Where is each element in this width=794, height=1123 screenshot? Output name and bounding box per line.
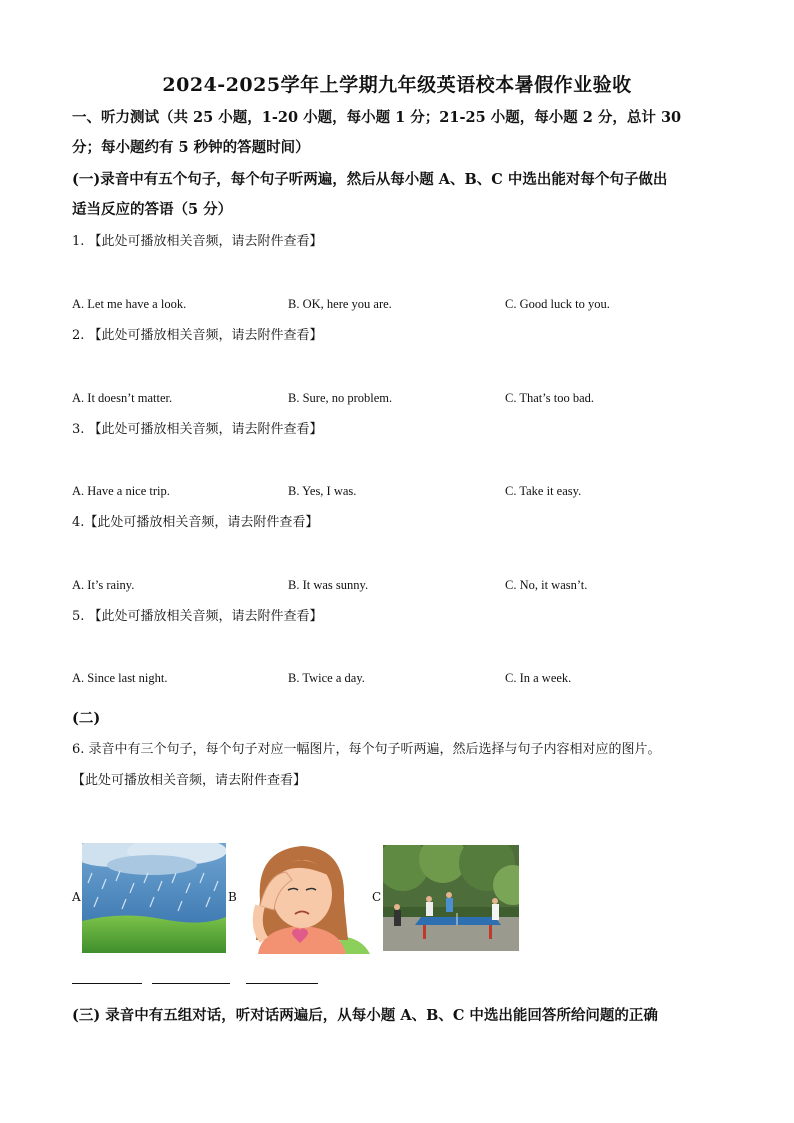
- question-3-option-c: C. Take it easy.: [505, 484, 582, 498]
- question-4-label: 4.【此处可播放相关音频，请去附件查看】: [72, 515, 319, 530]
- question-3-option-b: B. Yes, I was.: [288, 484, 357, 498]
- question-4-option-a: A. It’s rainy.: [72, 578, 135, 592]
- question-5-option-b: B. Twice a day.: [288, 671, 365, 685]
- question-3-label: 3. 【此处可播放相关音频，请去附件查看】: [72, 422, 323, 437]
- question-2-option-a: A. It doesn’t matter.: [72, 391, 173, 405]
- question-5-label: 5. 【此处可播放相关音频，请去附件查看】: [72, 609, 323, 624]
- table-tennis-image: [383, 845, 519, 951]
- question-5-option-a: A. Since last night.: [72, 671, 168, 685]
- question-1-option-b: B. OK, here you are.: [288, 297, 392, 311]
- question-2-label: 2. 【此处可播放相关音频，请去附件查看】: [72, 328, 323, 343]
- answer-blank-3[interactable]: [246, 983, 318, 984]
- picture-c-label: C: [372, 890, 382, 904]
- question-4-option-b: B. It was sunny.: [288, 578, 369, 592]
- question-5-option-c: C. In a week.: [505, 671, 572, 685]
- question-4-option-c: C. No, it wasn’t.: [505, 578, 588, 592]
- picture-b-label: B: [228, 890, 237, 904]
- part1-line1: 一、听力测试（共 25 小题，1-20 小题，每小题 1 分；21-25 小题，每小题 2 分，总计 30: [72, 109, 682, 126]
- part1-line2: 分；每小题约有 5 秒钟的答题时间）: [72, 139, 310, 156]
- question-6-label: 6. 录音中有三个句子，每个句子对应一幅图片，每个句子听两遍，然后选择与句子内容相对应的图片。: [72, 742, 661, 757]
- question-2-option-b: B. Sure, no problem.: [288, 391, 393, 405]
- question-6-audio-note: 【此处可播放相关音频，请去附件查看】: [72, 773, 307, 788]
- section2-heading: (二): [72, 710, 101, 727]
- section3-line1: (三) 录音中有五组对话，听对话两遍后，从每小题 A、B、C 中选出能回答所给问题的正确: [72, 1007, 658, 1024]
- question-2-option-c: C. That’s too bad.: [505, 391, 595, 405]
- answer-blank-1[interactable]: [72, 983, 142, 984]
- question-1-label: 1. 【此处可播放相关音频，请去附件查看】: [72, 234, 323, 249]
- page-title: 2024-2025学年上学期九年级英语校本暑假作业验收: [162, 74, 632, 96]
- question-3-option-a: A. Have a nice trip.: [72, 484, 170, 498]
- rain-landscape-image: [82, 843, 226, 953]
- section1-line1: (一)录音中有五个句子，每个句子听两遍，然后从每小题 A、B、C 中选出能对每个句子做出: [72, 171, 668, 188]
- headache-girl-image: [240, 840, 372, 954]
- picture-a-label: A: [72, 890, 81, 904]
- answer-blank-2[interactable]: [152, 983, 230, 984]
- question-1-option-c: C. Good luck to you.: [505, 297, 610, 311]
- question-1-option-a: A. Let me have a look.: [72, 297, 187, 311]
- section1-line2: 适当反应的答语（5 分）: [72, 201, 233, 218]
